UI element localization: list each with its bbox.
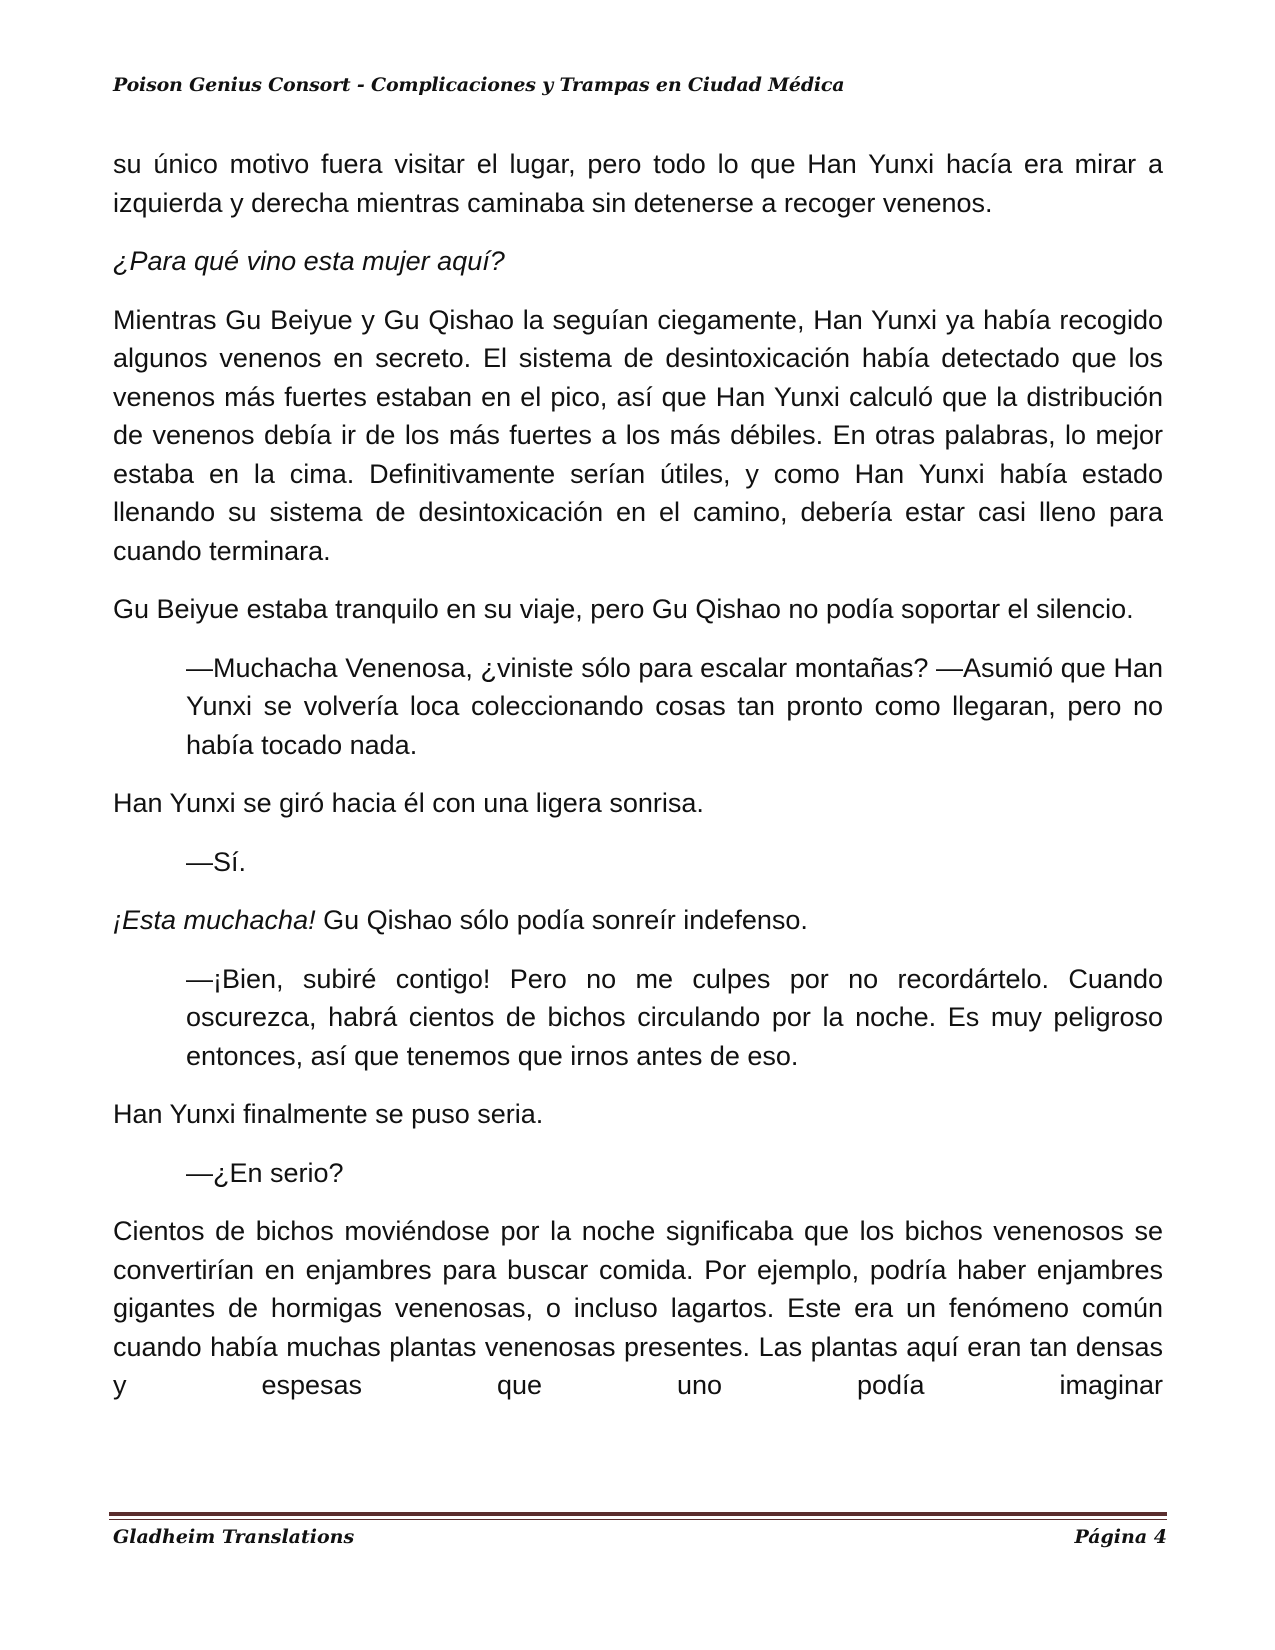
- dialogue-paragraph: —¡Bien, subiré contigo! Pero no me culpes por no recordártelo. Cuando oscurezca, habrá cientos de bichos circulando por la noche. Es muy peligroso entonces, así que tenemos que irnos antes de eso.: [186, 963, 1163, 1071]
- footer-rule: [109, 1512, 1167, 1516]
- footer-credit: Gladheim Translations: [113, 1526, 355, 1548]
- page-number: Página 4: [1074, 1526, 1167, 1548]
- italic-thought: ¡Esta muchacha!: [113, 905, 316, 935]
- footer-rule-thin: [109, 1519, 1167, 1520]
- paragraph: su único motivo fuera visitar el lugar, pero todo lo que Han Yunxi hacía era mirar a izquierda y derecha mientras caminaba sin detenerse a recoger venenos.: [113, 149, 1163, 218]
- paragraph: Gu Beiyue estaba tranquilo en su viaje, pero Gu Qishao no podía soportar el silencio.: [113, 594, 1134, 624]
- italic-thought: ¿Para qué vino esta mujer aquí?: [113, 246, 505, 276]
- paragraph: Han Yunxi se giró hacia él con una ligera sonrisa.: [113, 788, 704, 818]
- running-header: Poison Genius Consort - Complicaciones y Trampas en Ciudad Médica: [113, 74, 845, 96]
- paragraph: Han Yunxi finalmente se puso seria.: [113, 1099, 544, 1129]
- paragraph: Mientras Gu Beiyue y Gu Qishao la seguían ciegamente, Han Yunxi ya había recogido algunos venenos en secreto. El sistema de desintoxicación había detectado que los venenos más fuertes estaban en el pico, así que Han Yunxi calculó que la distribución de venenos debía ir de los más fuertes a los más débiles. En otras palabras, lo mejor estaba en la cima. Definitivamente serían útiles, y como Han Yunxi había estado llenando su sistema de desintoxicación en el camino, debería estar casi lleno para cuando terminara.: [113, 304, 1163, 566]
- dialogue-paragraph: —¿En serio?: [186, 1157, 344, 1188]
- paragraph-text: Gu Qishao sólo podía sonreír indefenso.: [315, 905, 808, 935]
- paragraph: Cientos de bichos moviéndose por la noche significaba que los bichos venenosos se convertirían en enjambres para buscar comida. Por ejemplo, podría haber enjambres gigantes de hormigas venenosas, o incluso lagartos. Este era un fenómeno común cuando había muchas plantas venenosas presentes. Las plantas aquí eran tan densas y espesas que uno podía imaginar: [113, 1216, 1163, 1400]
- document-body: [113, 145, 1163, 1425]
- dialogue-paragraph: —Muchacha Venenosa, ¿viniste sólo para escalar montañas? —Asumió que Han Yunxi se volvería loca coleccionando cosas tan pronto como llegaran, pero no había tocado nada.: [186, 652, 1163, 760]
- paragraph: [113, 901, 1163, 940]
- dialogue-paragraph: —Sí.: [186, 846, 247, 877]
